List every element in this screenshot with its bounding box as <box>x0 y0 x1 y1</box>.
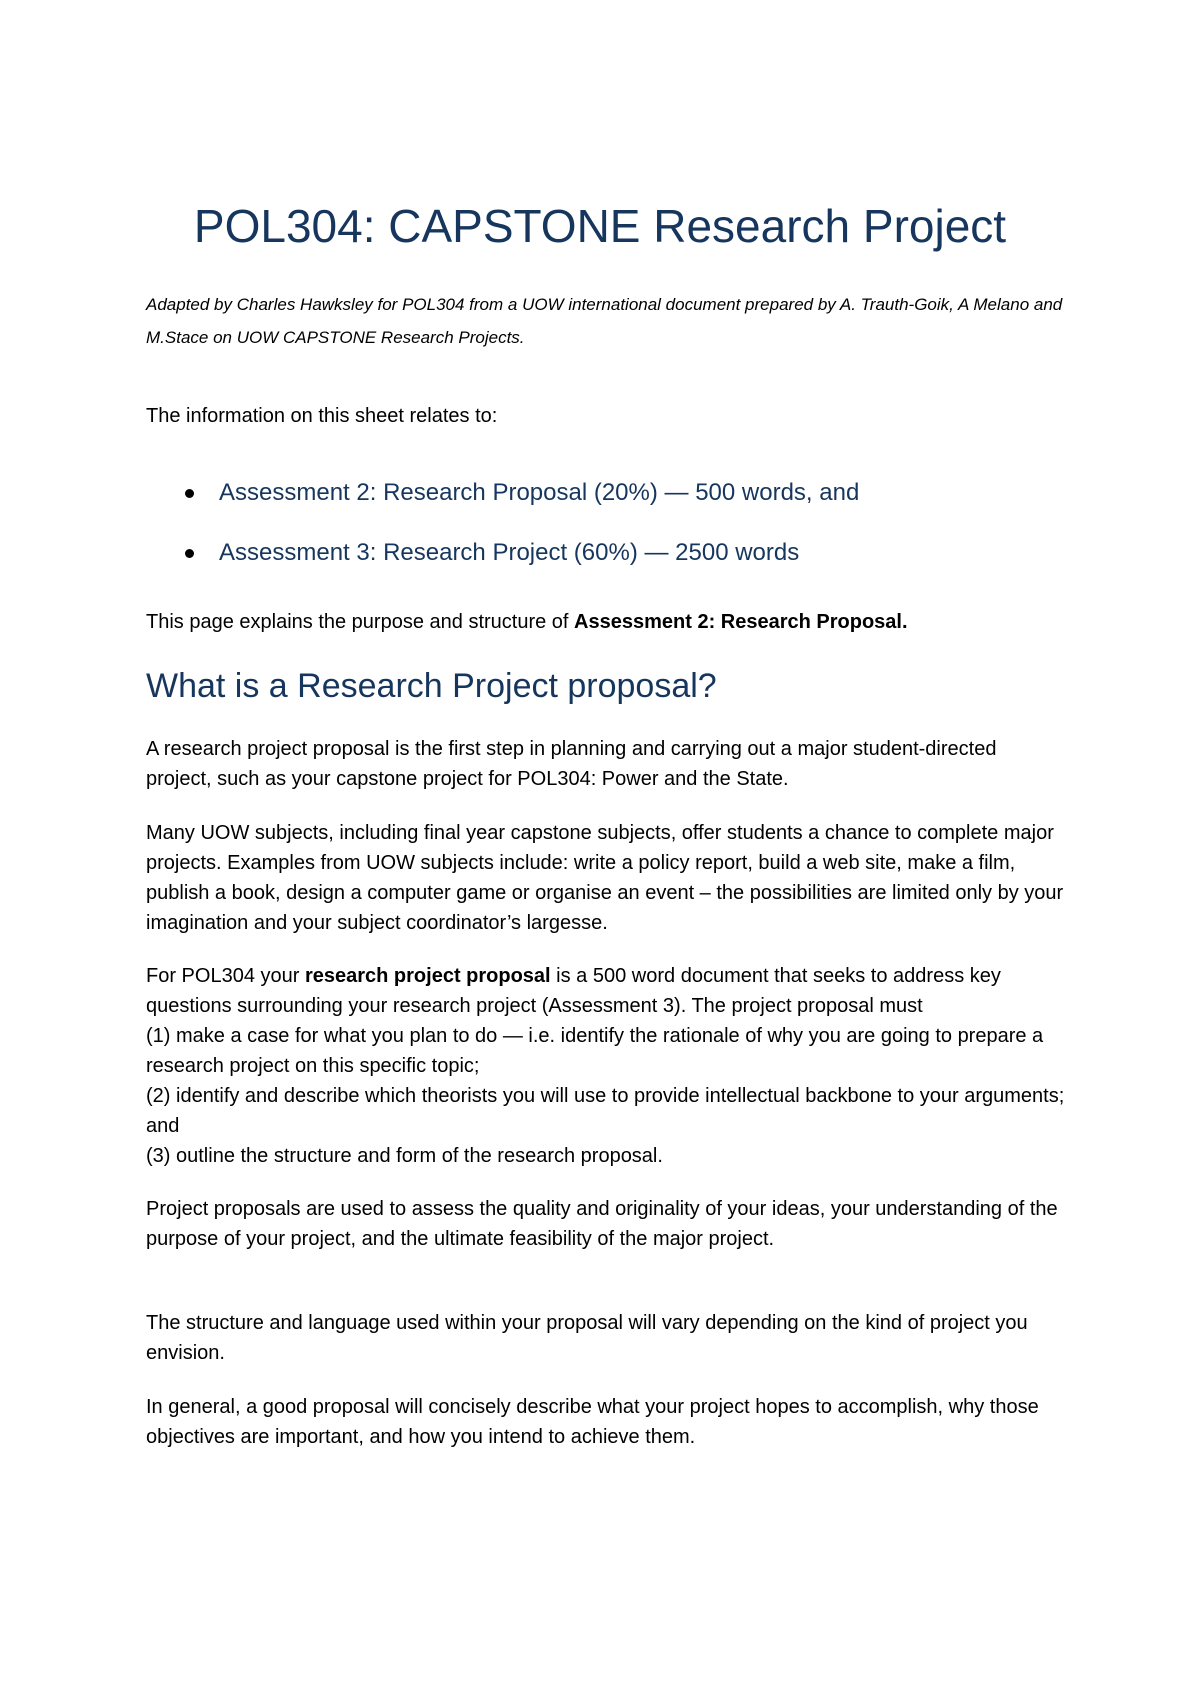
list-item-label: Assessment 2: Research Proposal (20%) — 500 words, and <box>219 479 860 506</box>
p3-bold: research project proposal <box>304 965 551 987</box>
bullet-icon <box>185 549 194 558</box>
purpose-bold: Assessment 2: Research Proposal. <box>574 611 908 633</box>
paragraph-4: Project proposals are used to assess the quality and originality of your ideas, your understanding of the purpose of your project, and the ultimate feasibility of the major project. <box>146 1198 1058 1250</box>
purpose-text <box>146 607 1066 637</box>
purpose-prefix: This page explains the purpose and structure of <box>146 611 575 633</box>
intro-text: The information on this sheet relates to: <box>146 405 498 427</box>
p3-prefix: For POL304 your <box>146 965 305 987</box>
paragraph-3-item-2: (2) identify and describe which theorists you will use to provide intellectual backbone to your arguments; and <box>146 1085 1065 1137</box>
assessment-list <box>146 478 1066 598</box>
paragraph-3-item-3: (3) outline the structure and form of the research proposal. <box>146 1145 663 1167</box>
document-title: POL304: CAPSTONE Research Project <box>193 200 1007 252</box>
bullet-icon <box>185 489 194 498</box>
list-item <box>146 478 1066 508</box>
paragraph-3-item-1: (1) make a case for what you plan to do — i.e. identify the rationale of why you are going to prepare a research project on this specific topic; <box>146 1025 1044 1077</box>
paragraph-3-intro <box>146 961 1066 1021</box>
paragraph-3 <box>146 961 1066 1171</box>
p3-rest: is a 500 word document that seeks to address key questions surrounding your research project (Assessment 3). The project proposal must <box>146 965 1001 1017</box>
paragraph-6: In general, a good proposal will concisely describe what your project hopes to accomplish, why those objectives are important, and how you intend to achieve them. <box>146 1396 1039 1448</box>
attribution-note: Adapted by Charles Hawksley for POL304 from a UOW international document prepared by A. Trauth-Goik, A Melano and M.Stace on UOW CAPSTONE Research Projects. <box>146 295 1063 347</box>
paragraph-5: The structure and language used within your proposal will vary depending on the kind of project you envision. <box>146 1312 1028 1364</box>
list-item <box>146 538 1066 568</box>
paragraph-2: Many UOW subjects, including final year capstone subjects, offer students a chance to complete major projects. Examples from UOW subjects include: write a policy report, build a web site, make a film, publish a book, design a computer game or organise an event – the possibilities are limited only by your imagination and your subject coordinator’s largesse. <box>146 822 1064 934</box>
list-item-label: Assessment 3: Research Project (60%) — 2500 words <box>219 539 800 566</box>
paragraph-1: A research project proposal is the first step in planning and carrying out a major student-directed project, such as your capstone project for POL304: Power and the State. <box>146 738 997 790</box>
section-heading: What is a Research Project proposal? <box>146 667 717 705</box>
